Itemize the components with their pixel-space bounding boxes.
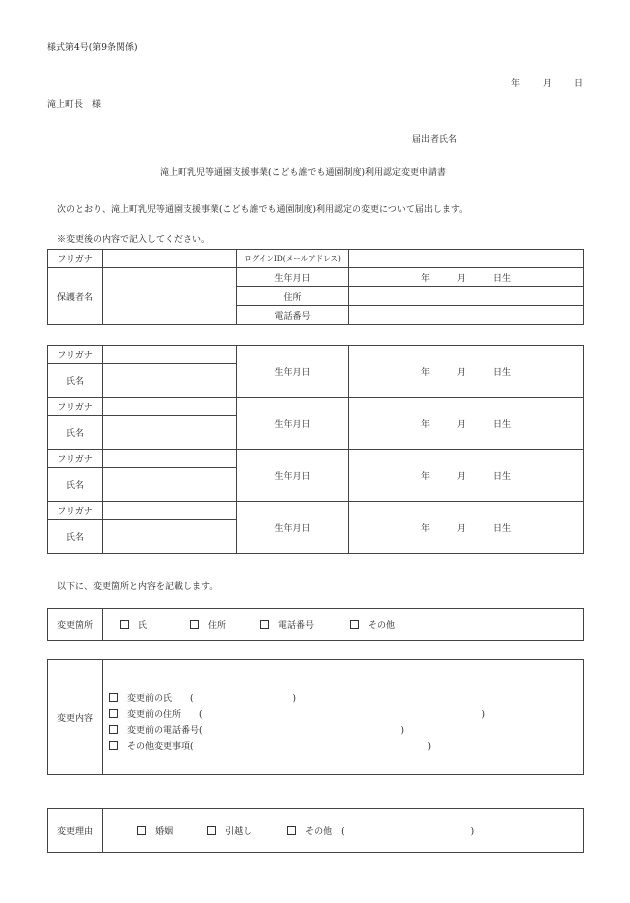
change-content-item[interactable]: その他変更事項( ): [109, 739, 583, 755]
change-points-table: [47, 608, 584, 641]
checkbox[interactable]: [109, 709, 118, 718]
change-content-item[interactable]: 変更前の住所 ( ): [109, 707, 583, 723]
change-point-option[interactable]: 住所: [190, 618, 260, 631]
login-id-field[interactable]: [349, 250, 584, 268]
guardian-birth-field[interactable]: 年 月 日生: [349, 268, 584, 287]
submitter-label: 届出者氏名: [412, 135, 458, 145]
child-birth-label: 生年月日: [237, 398, 349, 450]
child-name-label: 氏名: [48, 520, 103, 554]
change-points-label: 変更箇所: [48, 609, 103, 641]
child-birth-field[interactable]: 年 月 日生: [349, 502, 584, 554]
child-furigana-label: フリガナ: [48, 398, 103, 416]
child-birth-field[interactable]: 年 月 日生: [349, 346, 584, 398]
checkbox[interactable]: [120, 620, 129, 629]
change-point-option[interactable]: 電話番号: [260, 618, 350, 631]
change-content-item[interactable]: 変更前の氏 ( ): [109, 691, 583, 707]
child-birth-field[interactable]: 年 月 日生: [349, 398, 584, 450]
change-content-table: [47, 659, 584, 775]
note-text: ※変更後の内容で記入してください。: [57, 235, 211, 245]
child-birth-field[interactable]: 年 月 日生: [349, 450, 584, 502]
child-furigana-label: フリガナ: [48, 450, 103, 468]
addressee: 滝上町長 様: [47, 100, 102, 110]
child-furigana-label: フリガナ: [48, 502, 103, 520]
child-birth-label: 生年月日: [237, 502, 349, 554]
checkbox[interactable]: [287, 826, 296, 835]
checkbox[interactable]: [109, 725, 118, 734]
child-name-label: 氏名: [48, 416, 103, 450]
child-birth-label: 生年月日: [237, 450, 349, 502]
child-furigana-field[interactable]: [103, 450, 237, 468]
guardian-address-label: 住所: [237, 287, 349, 306]
change-reason-option[interactable]: その他 ( ): [287, 824, 474, 837]
child-furigana-field[interactable]: [103, 346, 237, 364]
children-table: [47, 345, 584, 554]
checkbox[interactable]: [109, 741, 118, 750]
login-id-label: ログインID(メールアドレス): [237, 250, 349, 268]
intro-text: 次のとおり、滝上町乳児等通園支援事業(こども誰でも通園制度)利用認定の変更について届出します。: [57, 205, 469, 215]
guardian-name-field[interactable]: [103, 268, 237, 325]
change-reason-option[interactable]: 婚姻: [137, 824, 207, 837]
child-name-field[interactable]: [103, 520, 237, 554]
child-furigana-field[interactable]: [103, 398, 237, 416]
change-content-label: 変更内容: [48, 660, 103, 775]
guardian-name-label: 保護者名: [48, 268, 103, 325]
guardian-furigana-field[interactable]: [103, 250, 237, 268]
child-birth-label: 生年月日: [237, 346, 349, 398]
child-name-field[interactable]: [103, 468, 237, 502]
child-name-label: 氏名: [48, 468, 103, 502]
date-year-label: 年: [511, 79, 521, 89]
form-title: 滝上町乳児等通園支援事業(こども誰でも通園制度)利用認定変更申請書: [160, 168, 447, 178]
checkbox[interactable]: [190, 620, 199, 629]
checkbox[interactable]: [207, 826, 216, 835]
checkbox[interactable]: [350, 620, 359, 629]
date-day-label: 日: [574, 79, 584, 89]
child-name-field[interactable]: [103, 416, 237, 450]
child-name-label: 氏名: [48, 364, 103, 398]
guardian-furigana-label: フリガナ: [48, 250, 103, 268]
date-month-label: 月: [543, 79, 553, 89]
section-intro: 以下に、変更箇所と内容を記載します。: [57, 582, 219, 592]
form-number: 様式第4号(第9条関係): [47, 43, 138, 53]
change-reason-label: 変更理由: [48, 809, 103, 853]
child-furigana-label: フリガナ: [48, 346, 103, 364]
guardian-table: [47, 249, 584, 325]
change-content-item[interactable]: 変更前の電話番号( ): [109, 723, 583, 739]
checkbox[interactable]: [137, 826, 146, 835]
change-reason-table: [47, 808, 584, 853]
checkbox[interactable]: [109, 693, 118, 702]
guardian-address-field[interactable]: [349, 287, 584, 306]
change-point-option[interactable]: 氏: [120, 618, 190, 631]
change-point-option[interactable]: その他: [350, 618, 395, 631]
checkbox[interactable]: [260, 620, 269, 629]
change-reason-option[interactable]: 引越し: [207, 824, 287, 837]
child-furigana-field[interactable]: [103, 502, 237, 520]
guardian-birth-label: 生年月日: [237, 268, 349, 287]
child-name-field[interactable]: [103, 364, 237, 398]
guardian-phone-label: 電話番号: [237, 306, 349, 325]
guardian-phone-field[interactable]: [349, 306, 584, 325]
